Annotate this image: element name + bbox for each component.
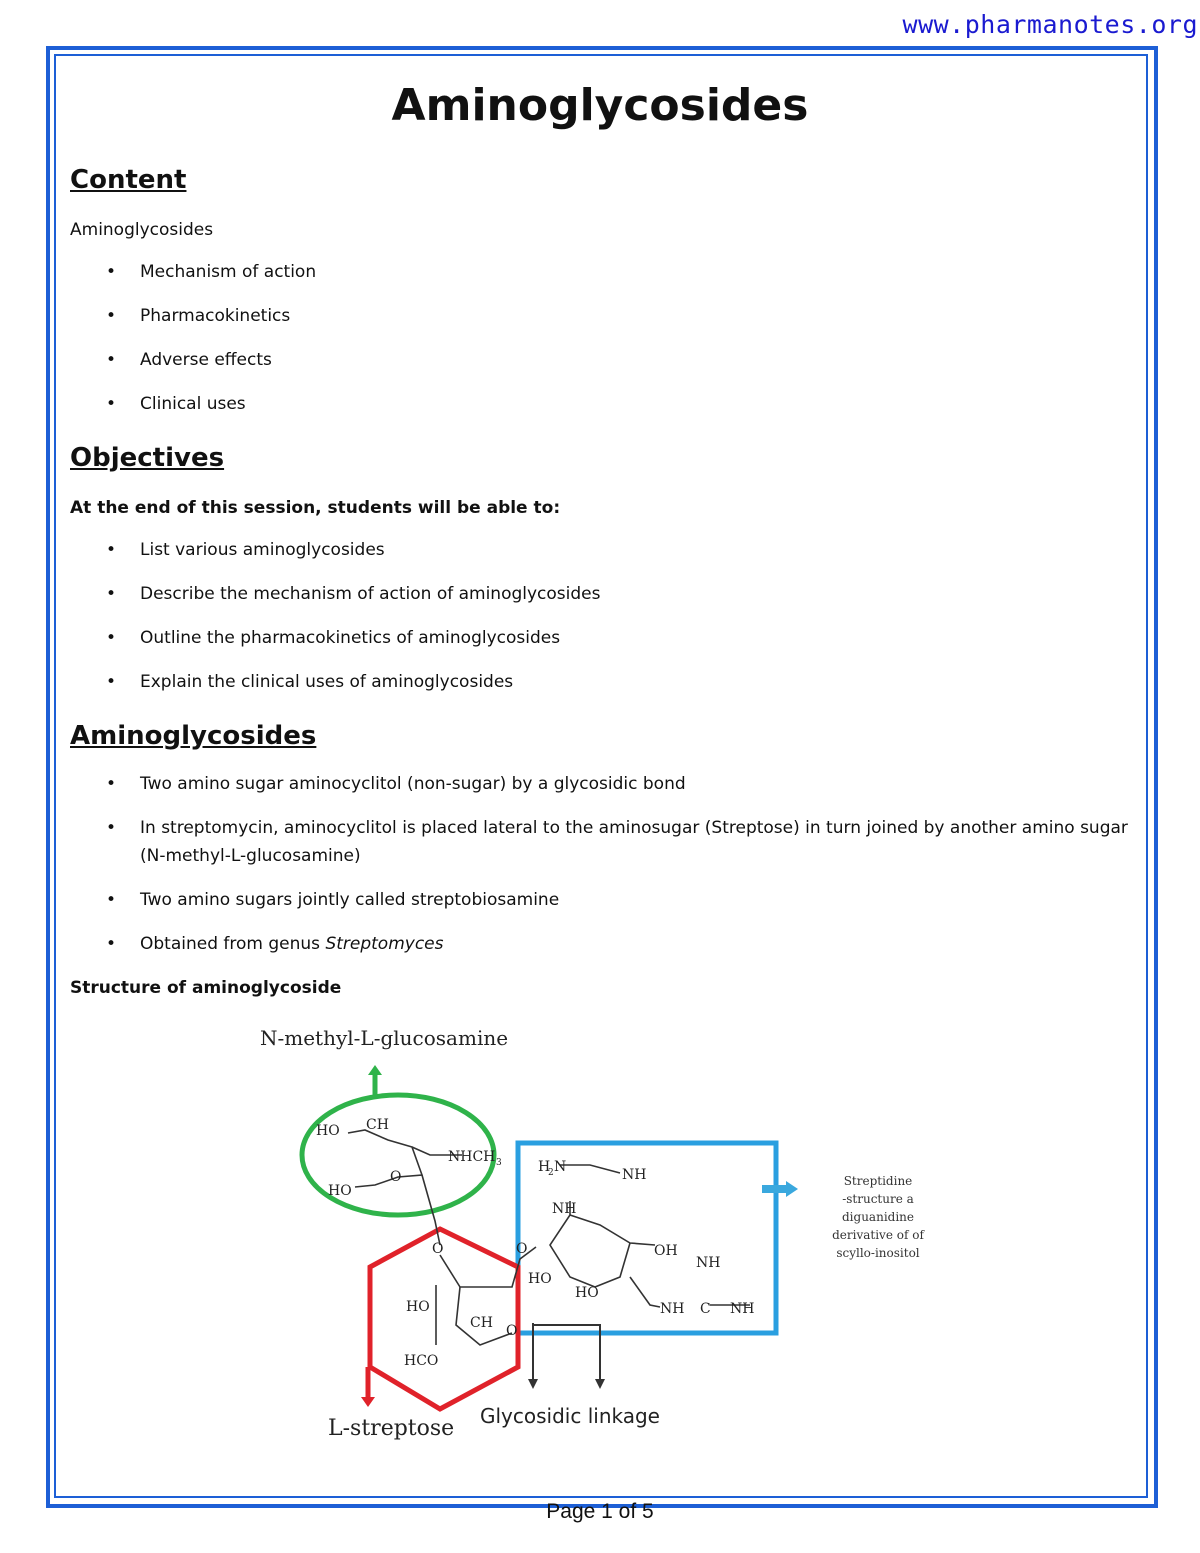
- list-item: • Mechanism of action: [106, 262, 317, 282]
- svg-text:-structure a: -structure a: [842, 1192, 914, 1206]
- svg-text:CH: CH: [470, 1315, 493, 1331]
- svg-text:HO: HO: [328, 1183, 352, 1199]
- list-item: • Adverse effects: [106, 350, 272, 370]
- label-l-streptose: L-streptose: [328, 1416, 455, 1441]
- list-item: • In streptomycin, aminocyclitol is placed lateral to the aminosugar (Streptose) in turn joined by another amino sugar (N-methyl-L-glucosamine): [106, 818, 1128, 866]
- svg-text:NH: NH: [552, 1201, 577, 1217]
- svg-text:scyllo-inositol: scyllo-inositol: [836, 1246, 920, 1260]
- content-subheading: Aminoglycosides: [70, 220, 214, 240]
- objectives-heading: Objectives: [70, 443, 225, 473]
- svg-text:Streptidine: Streptidine: [843, 1174, 913, 1188]
- aminoglycosides-list: [70, 770, 1130, 958]
- svg-text:NH: NH: [622, 1167, 647, 1183]
- svg-text:H: H: [538, 1159, 551, 1175]
- list-item: • List various aminoglycosides: [106, 540, 385, 560]
- content-heading: Content: [70, 165, 187, 195]
- label-n-methyl-glucosamine: N-methyl-L-glucosamine: [260, 1026, 509, 1050]
- svg-text:HO: HO: [316, 1123, 340, 1139]
- red-hexagon: [370, 1229, 518, 1409]
- svg-text:OH: OH: [654, 1243, 678, 1259]
- list-item: • Two amino sugar aminocyclitol (non-sugar) by a glycosidic bond: [106, 774, 686, 794]
- label-streptidine: [832, 1174, 925, 1260]
- svg-text:HO: HO: [528, 1271, 552, 1287]
- svg-text:NHCH: NHCH: [448, 1149, 496, 1165]
- list-item: • Pharmacokinetics: [106, 306, 291, 326]
- svg-text:CH: CH: [366, 1117, 389, 1133]
- page-number: Page 1 of 5: [546, 1500, 654, 1523]
- svg-text:HO: HO: [406, 1299, 430, 1315]
- page-content: [70, 80, 1130, 998]
- list-item: • Obtained from genus Streptomyces: [106, 934, 444, 954]
- aminoglycosides-heading: Aminoglycosides: [70, 721, 317, 751]
- list-item: • Two amino sugars jointly called streptobiosamine: [106, 890, 560, 910]
- page-title: Aminoglycosides: [391, 80, 809, 131]
- objectives-intro: At the end of this session, students will be able to:: [70, 498, 561, 518]
- svg-text:O: O: [516, 1241, 528, 1257]
- svg-text:HO: HO: [575, 1285, 599, 1301]
- content-list: [70, 258, 1130, 418]
- svg-text:diguanidine: diguanidine: [842, 1210, 914, 1224]
- svg-text:3: 3: [496, 1158, 502, 1168]
- list-item: • Explain the clinical uses of aminoglycosides: [106, 672, 514, 692]
- watermark-url: www.pharmanotes.org: [902, 10, 1198, 39]
- list-item: • Outline the pharmacokinetics of aminoglycosides: [106, 628, 561, 648]
- svg-text:derivative of of: derivative of of: [832, 1228, 924, 1242]
- svg-text:2: 2: [548, 1168, 554, 1178]
- svg-text:NH: NH: [730, 1301, 755, 1317]
- streptomycin-structure-figure: [230, 1015, 970, 1455]
- svg-text:NH: NH: [696, 1255, 721, 1271]
- structure-caption: Structure of aminoglycoside: [70, 978, 342, 998]
- svg-text:O: O: [432, 1241, 444, 1257]
- svg-text:O: O: [506, 1323, 518, 1339]
- svg-text:HCO: HCO: [404, 1353, 439, 1369]
- svg-text:O: O: [390, 1169, 402, 1185]
- svg-text:N: N: [554, 1159, 567, 1175]
- objectives-list: [70, 536, 1130, 696]
- svg-text:NH: NH: [660, 1301, 685, 1317]
- list-item: • Describe the mechanism of action of aminoglycosides: [106, 584, 601, 604]
- list-item: • Clinical uses: [106, 394, 246, 414]
- svg-text:C: C: [700, 1301, 711, 1317]
- label-glycosidic-linkage: Glycosidic linkage: [480, 1404, 660, 1428]
